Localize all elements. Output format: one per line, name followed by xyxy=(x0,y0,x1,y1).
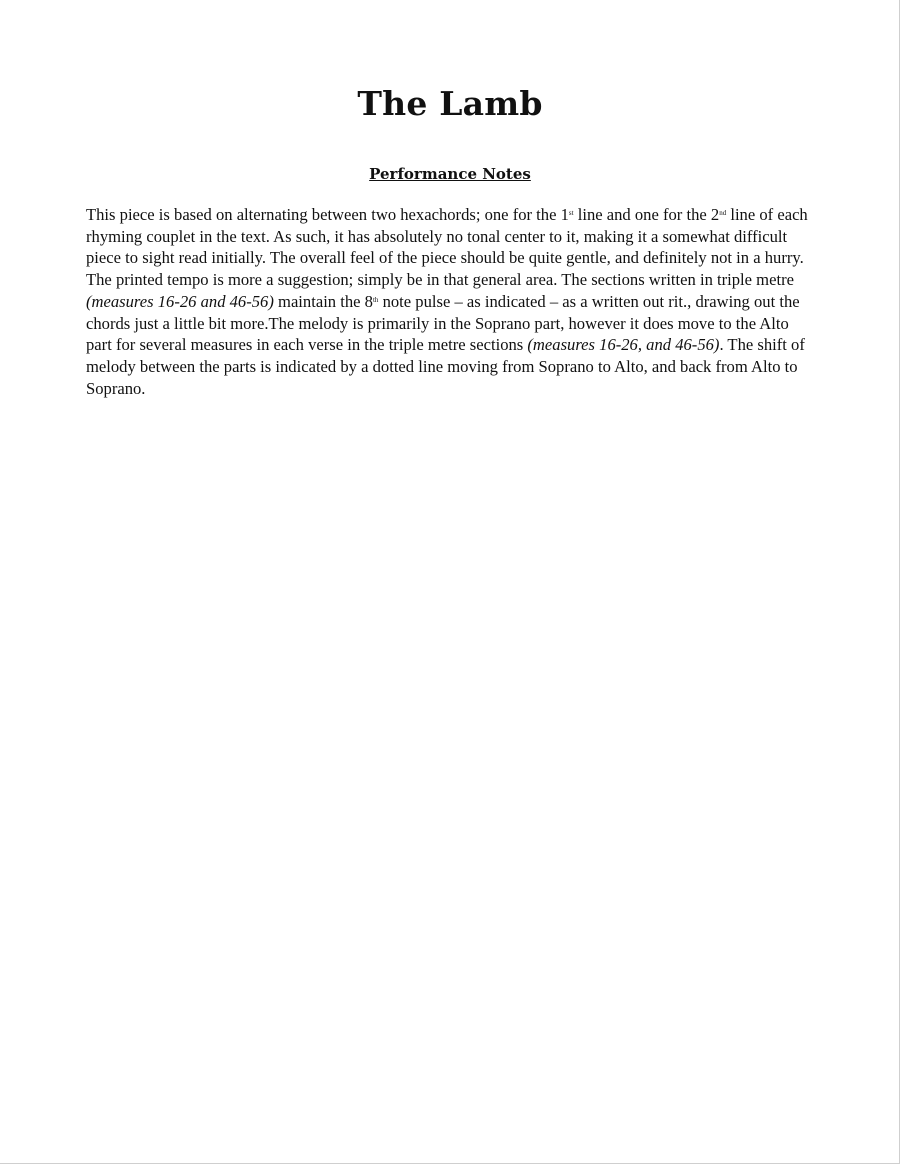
ordinal-suffix: st xyxy=(568,209,574,217)
ordinal-suffix: nd xyxy=(719,209,727,217)
document-title: The Lamb xyxy=(357,84,543,123)
measure-reference: (measures 16-26, and 46-56) xyxy=(527,335,720,355)
measure-reference: (measures 16-26 and 46-56) xyxy=(86,291,274,311)
notes-text: . The shift of melody between the parts is indicated by a dotted line moving from Soprano to Alto, and back from Alto to Soprano. xyxy=(86,335,805,398)
notes-text: This piece is based on alternating between two hexachords; one for the 1 xyxy=(86,205,569,224)
notes-text: line and one for the 2 xyxy=(573,205,720,224)
section-heading: Performance Notes xyxy=(369,165,531,183)
performance-notes-paragraph xyxy=(86,204,814,399)
notes-text: note pulse – as indicated – as a written out rit., drawing out the chords just a little bit more.The melody is primarily in the Soprano part, however it does move to the Alto part for several measures in each verse in the triple metre sections xyxy=(86,291,800,355)
notes-text: maintain the 8 xyxy=(273,291,373,311)
notes-text: line of each rhyming couplet in the text. As such, it has absolutely no tonal center to it, making it a somewhat difficult piece to sight read initially. The overall feel of the piece should be quite gentle, and definitely not in a hurry. The printed tempo is more a suggestion; simply be in that general area. The sections written in triple metre xyxy=(86,205,808,290)
ordinal-suffix: th xyxy=(372,295,379,304)
